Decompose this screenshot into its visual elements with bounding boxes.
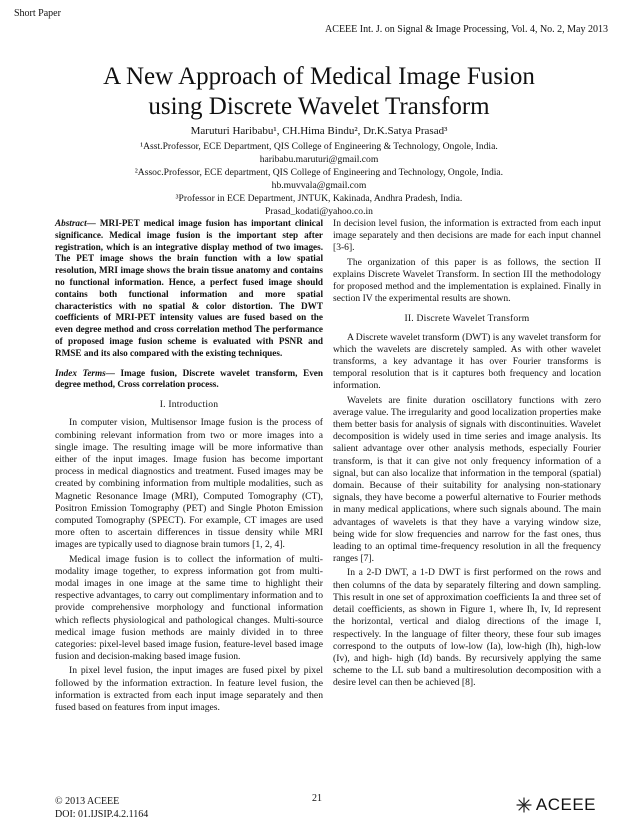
doi: DOI: 01.IJSIP.4.2.1164 xyxy=(55,809,149,820)
left-column xyxy=(55,218,323,716)
intro-paragraph-2: Medical image fusion is to collect the information of multi-modality image together, to express information got from multi-modal images in one image at the same time to highlight their respective advantages, to carry out complimentary information and to provide comprehensive morphology and functional information which reflects physiological and pathological changes. Multi-source medical image fusion methods are mainly divided in to three categories: pixel-level based image fusion, feature-level based image fusion and decision-making based image fusion. xyxy=(55,553,323,663)
abstract-text: MRI-PET medical image fusion has important clinical significance. Medical image fusion is the important step after registration, which is an integrative display method of two images. The PET image shows the brain function with a low spatial resolution, MRI image shows the brain tissue anatomy and contains no functional information. Hence, a perfect fused image should contains both functional information and more spatial characteristics with no spatial & color distortion. The DWT coefficients of MRI-PET intensity values are fused based on the even degree method and cross correlation method The performance of proposed image fusion scheme is evaluated with PSNR and RMSE and its also compared with the existing techniques. xyxy=(55,218,323,358)
affiliation-3: ³Professor in ECE Department, JNTUK, Kakinada, Andhra Pradesh, India. xyxy=(175,193,463,204)
abstract xyxy=(55,218,323,360)
intro-paragraph-5: The organization of this paper is as follows, the section II explains Discrete Wavelet Transform. In section III the methodology for proposed method and the implementation is explained. Finally in section IV the experimental results are shown. xyxy=(333,256,601,305)
email-1: haribabu.maruturi@gmail.com xyxy=(259,154,379,165)
paper-title xyxy=(0,62,638,122)
logo-text: ACEEE xyxy=(535,795,596,814)
dwt-paragraph-1: A Discrete wavelet transform (DWT) is any wavelet transform for which the wavelets are discretely sampled. As with other wavelet transforms, a key advantage it has over Fourier transforms is temporal resolution that is it captures both frequency and location information. xyxy=(333,331,601,392)
journal-header: ACEEE Int. J. on Signal & Image Processing, Vol. 4, No. 2, May 2013 xyxy=(325,24,608,35)
footer-info xyxy=(55,795,148,821)
intro-paragraph-4: In decision level fusion, the information is extracted from each input image separately and then decisions are made for each input channel [3-6]. xyxy=(333,218,601,254)
author-list: Maruturi Haribabu¹, CH.Hima Bindu², Dr.K.Satya Prasad³ xyxy=(190,125,448,137)
index-terms-label: Index Terms— xyxy=(55,367,115,378)
dwt-paragraph-2: Wavelets are finite duration oscillatory functions with zero average value. The irregularity and good localization properties make them better basis for analysis of signals with discontinuities. Wavelet decomposition is widely used in time series and image analysis. Its salient advantage over other analysis methods, especially Fourier transform, is that it can give not only frequency information of a signal, but can also localize that information in the temporal (spatial) domain. Because of their suitability for analysing non-stationary signals, they have become a powerful alternative to Fourier methods in many medical applications, where such signals abound. The main advantages of wavelets is that they have a varying window size, being wide for slow frequencies and narrow for the fast ones, thus leading to an optimal time-frequency resolution in all the frequency ranges [7]. xyxy=(333,394,601,565)
dwt-paragraph-3: In a 2-D DWT, a 1-D DWT is first performed on the rows and then columns of the data by separately filtering and down sampling. This result in one set of approximation coefficients Ia and three set of detail coefficients, as shown in Figure 1, where Ih, Iv, Id represent the horizontal, vertical and dialog directions of the image I, respectively. In the language of filter theory, these four sub images correspond to the outputs of low-low (Ia), low-high (Ih), high-low (Iv), and high- high (Id) bands. By recursively applying the same scheme to the LL sub band a multiresolution decomposition with a desire level can then be achieved [8]. xyxy=(333,567,601,689)
paper-type-label: Short Paper xyxy=(14,8,61,19)
intro-paragraph-3: In pixel level fusion, the input images are fused pixel by pixel followed by the information extraction. In feature level fusion, the information is extracted from each input image separately and then fused based on features from input images. xyxy=(55,665,323,714)
email-3: Prasad_kodati@yahoo.co.in xyxy=(265,206,373,217)
abstract-label: Abstract— xyxy=(55,218,96,228)
email-2: hb.muvvala@gmail.com xyxy=(271,180,367,191)
section-heading-introduction: I. Introduction xyxy=(159,399,219,411)
index-terms xyxy=(55,368,323,392)
affiliation-1: ¹Asst.Professor, ECE Department, QIS College of Engineering & Technology, Ongole, India. xyxy=(140,141,498,152)
aceee-logo xyxy=(516,795,596,815)
star-burst-icon xyxy=(516,797,532,813)
right-column xyxy=(333,218,601,692)
section-heading-dwt: II. Discrete Wavelet Transform xyxy=(404,313,530,325)
affiliation-2: ²Assoc.Professor, ECE department, QIS College of Engineering and Technology, Ongole, India. xyxy=(134,167,504,178)
index-terms-text: Image fusion, Discrete wavelet transform, Even degree method, Cross correlation process. xyxy=(55,367,323,390)
intro-paragraph-1: In computer vision, Multisensor Image fusion is the process of combining relevant information from two or more images into a single image. The resulting image will be more informative than either of the input images. Image fusion has become important process in medical diagnostics and treatment. Fused images may be created by combining information from multiple modalities, such as Magnetic Resonance Image (MRI), Computed Tomography (CT), Positron Emission Tomography (PET) and Single Photon Emission computed Tomography (SPECT). For example, CT images are used more often to ascertain differences in tissue density while MRI images are typically used to diagnose brain tumors [1, 2, 4]. xyxy=(55,417,323,551)
page-number: 21 xyxy=(312,793,322,804)
title-line-2: using Discrete Wavelet Transform xyxy=(148,93,490,120)
copyright: © 2013 ACEEE xyxy=(55,796,120,807)
title-line-1: A New Approach of Medical Image Fusion xyxy=(103,63,535,90)
